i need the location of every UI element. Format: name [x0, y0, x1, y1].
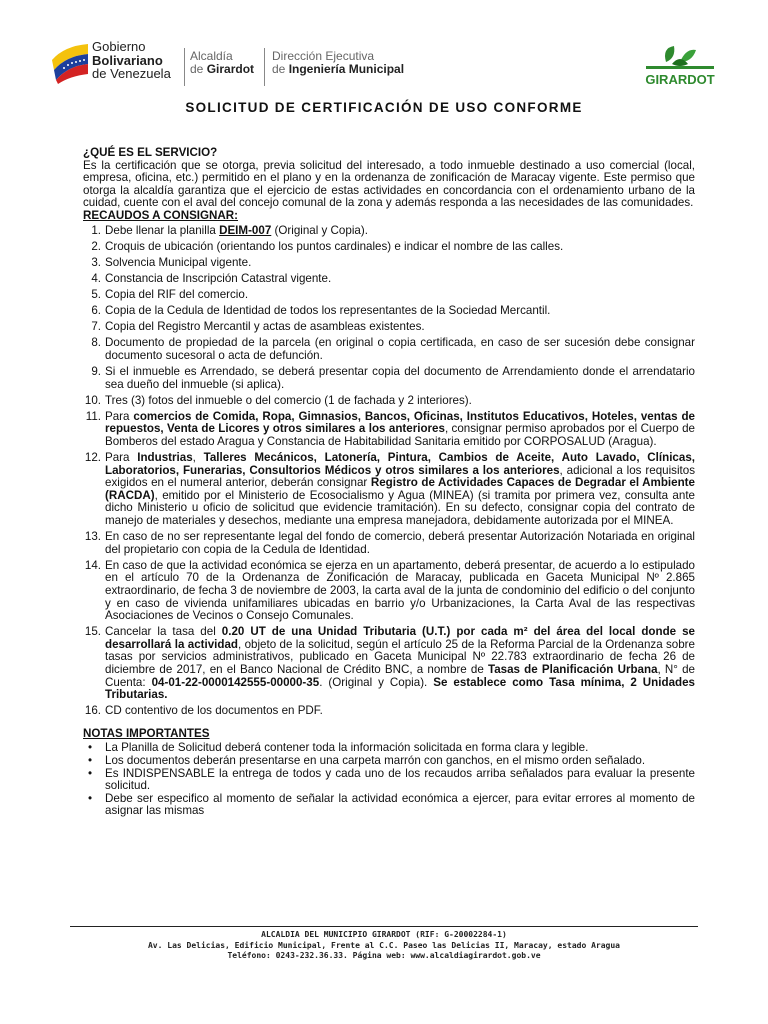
- footer-line-3: Teléfono: 0243-232.36.33. Página web: www.alcaldiagirardot.gob.ve: [227, 951, 541, 960]
- recaudo-item: [83, 560, 695, 623]
- recaudo-number: 14.: [84, 558, 101, 572]
- alcaldia-name: [190, 50, 254, 76]
- note-text: Es INDISPENSABLE la entrega de todos y cada uno de los recaudos arriba señalados para evaluar la presente solicitud.: [105, 766, 695, 793]
- header-divider: [264, 48, 265, 86]
- recaudo-item: [83, 626, 695, 702]
- recaudo-bold-text: 04-01-22-0000142555-00000-35: [151, 675, 320, 689]
- recaudo-text: Para: [105, 450, 138, 464]
- recaudo-text: , adicional a los requisitos exigidos en el numeral anterior, deberán consignar: [105, 463, 695, 490]
- note-item: [83, 768, 695, 793]
- document-body: [83, 147, 695, 818]
- recaudos-list: [83, 225, 695, 718]
- recaudo-bold-text: Registro de Actividades Capaces de Degradar el Ambiente (RACDA): [105, 476, 695, 502]
- recaudos-heading: RECAUDOS A CONSIGNAR:: [83, 208, 239, 222]
- recaudo-item: [83, 273, 695, 286]
- recaudo-text: Croquis de ubicación (orientando los puntos cardinales) e indicar el nombre de las calles.: [105, 239, 564, 253]
- recaudo-bold-text: 0.20 UT de una Unidad Tributaria (U.T.) por cada m² del área del local donde se desarrollará la actividad: [105, 625, 695, 651]
- recaudo-number: 5.: [91, 287, 101, 301]
- recaudo-number: 3.: [91, 255, 101, 269]
- note-item: [83, 793, 695, 818]
- recaudo-bold-text: Industrias: [137, 450, 193, 464]
- recaudo-item: [83, 241, 695, 254]
- government-name: [92, 40, 171, 81]
- footer-line-1: ALCALDIA DEL MUNICIPIO GIRARDOT (RIF: G-20002284-1): [261, 930, 507, 939]
- recaudo-text: , objeto de la solicitud, según el artículo 25 de la Reforma Parcial de la Ordenanza sobre tasas por servicios administrativos, publicado en Gaceta Municipal Nº 22.783 extraordinario de fecha 26 de diciembre de 2017, en el Banco Nacional de Crédito BNC, a nombre de: [105, 637, 695, 676]
- page-footer: [0, 930, 768, 962]
- recaudo-text: Constancia de Inscripción Catastral vigente.: [105, 271, 332, 285]
- gov-line-2: Bolivariano: [92, 52, 163, 68]
- recaudo-text: Copia del Registro Mercantil y actas de asambleas existentes.: [105, 320, 425, 334]
- recaudo-item: [83, 395, 695, 408]
- bullet-icon: •: [87, 791, 93, 805]
- recaudo-item: [83, 225, 695, 238]
- bullet-icon: •: [87, 766, 93, 780]
- note-text: Los documentos deberán presentarse en una carpeta marrón con ganchos, en el mismo orden señalado.: [105, 754, 646, 768]
- recaudo-item: [83, 531, 695, 556]
- recaudo-number: 16.: [84, 704, 101, 718]
- recaudo-number: 12.: [84, 450, 101, 464]
- recaudo-text: ,: [192, 450, 204, 464]
- alcaldia-line-1: Alcaldía: [190, 49, 233, 63]
- page-header: [50, 30, 718, 98]
- recaudo-bold-text: Tasas de Planificación Urbana: [487, 662, 658, 676]
- recaudo-text: , N° de Cuenta:: [105, 662, 695, 689]
- recaudo-number: 1.: [91, 223, 101, 237]
- recaudo-text: Copia del RIF del comercio.: [105, 287, 249, 301]
- notes-heading: NOTAS IMPORTANTES: [83, 726, 210, 740]
- recaudo-number: 9.: [91, 364, 101, 378]
- recaudo-text: Documento de propiedad de la parcela (en original o copia certificada, en caso de ser sucesión debe consignar documento sucesoral o acta de defunción.: [105, 336, 695, 362]
- recaudo-text: Si el inmueble es Arrendado, se deberá presentar copia del documento de Arrendamiento donde el arrendatario sea dueño del inmueble (si aplica).: [105, 364, 695, 391]
- recaudo-text: Solvencia Municipal vigente.: [105, 255, 252, 269]
- recaudo-item: [83, 305, 695, 318]
- recaudo-text: Tres (3) fotos del inmueble o del comercio (1 de fachada y 2 interiores).: [105, 393, 472, 407]
- recaudo-bold-text: comercios de Comida, Ropa, Gimnasios, Bancos, Oficinas, Institutos Educativos, Hoteles, ventas de repuestos, Venta de Licores y otros similares a los anteriores: [105, 409, 695, 436]
- recaudo-item: [83, 452, 695, 528]
- recaudo-number: 8.: [91, 336, 101, 350]
- recaudo-number: 2.: [91, 239, 101, 253]
- recaudo-number: 11.: [85, 409, 101, 423]
- direccion-line-2: Ingeniería Municipal: [288, 62, 405, 76]
- direccion-name: [272, 50, 404, 76]
- form-code: DEIM-007: [219, 223, 272, 237]
- recaudo-text: CD contentivo de los documentos en PDF.: [105, 704, 323, 718]
- recaudo-text: Copia de la Cedula de Identidad de todos los representantes de la Sociedad Mercantil.: [105, 304, 551, 318]
- recaudo-number: 13.: [84, 530, 101, 544]
- recaudo-number: 15.: [84, 625, 101, 639]
- recaudo-text: , consignar permiso aprobados por el Cuerpo de Bomberos del estado Aragua y Constancia de Habitabilidad Sanitaria emitido por CORPOSALUD (Aragua).: [105, 422, 695, 448]
- venezuela-flag-icon: [50, 40, 90, 84]
- service-description: Es la certificación que se otorga, previa solicitud del interesado, a todo inmueble destinado a uso comercial (local, empresa, oficina, etc.) permitido en el plano y en la ordenanza de zonificación de Maracay vigente. Este permiso que otorga la alcaldía garantiza que el ejercicio de estas actividades en concordancia con el ordenamiento urbano de la cuidad, cuente con el aval del concejo comunal de la zona y además responda a las necesidades de las comunidades.: [83, 158, 695, 210]
- recaudo-item: [83, 257, 695, 270]
- notes-list: [83, 742, 695, 818]
- recaudo-item: [83, 321, 695, 334]
- recaudo-text: Debe llenar la planilla: [105, 223, 220, 237]
- recaudo-item: [83, 411, 695, 449]
- footer-line-2: Av. Las Delicias, Edificio Municipal, Frente al C.C. Paseo las Delicias II, Maracay, estado Aragua: [147, 940, 620, 950]
- recaudo-bold-text: Talleres Mecánicos, Latonería, Pintura, Cambios de Aceite, Auto Lavado, Clínicas, Laboratorios, Funerarias, Consultorios Médicos y otros similares a los anteriores: [105, 450, 695, 477]
- header-divider: [184, 48, 185, 86]
- note-text: La Planilla de Solicitud deberá contener toda la información solicitada en forma clara y legible.: [105, 741, 589, 755]
- recaudo-number: 6.: [91, 304, 101, 318]
- girardot-logo-text: GIRARDOT: [645, 72, 715, 87]
- alcaldia-line-2: Girardot: [206, 62, 255, 76]
- footer-divider: [70, 926, 698, 927]
- bullet-icon: •: [87, 754, 93, 768]
- recaudo-number: 4.: [91, 271, 101, 285]
- service-heading: ¿QUÉ ES EL SERVICIO?: [83, 146, 218, 159]
- recaudo-number: 7.: [91, 320, 101, 334]
- page-title: SOLICITUD DE CERTIFICACIÓN DE USO CONFORME: [185, 100, 583, 115]
- recaudo-text: En caso de que la actividad económica se ejerza en un apartamento, deberá presentar, de acuerdo a lo estipulado en el artículo 70 de la Ordenanza de Zonificación de Maracay, publicada en Gaceta Municipal Nº 2.865 extraordinario, de fecha 3 de noviembre de 2003, la carta aval de la junta de condominio del edificio o del conjunto y en caso de vivienda unifamiliares ubicadas en barrio y/o Urbanizaciones, la Carta Aval de las respectivas Asociaciones de Vecinos o Consejo Comunales.: [105, 558, 695, 623]
- gov-line-1: Gobierno: [92, 39, 146, 54]
- recaudo-text: , emitido por el Ministerio de Ecosocialismo y Agua (MINEA) (si tramita por primera vez, consulta ante dicho Ministerio u oficio de solicitud que evidencie tramitación). En su defecto, consignar copia del contrato de manejo de materiales y desechos, mediante una empresa manejadora, debidamente autorizada por el MINEA.: [105, 488, 695, 527]
- alcaldia-prefix: de: [190, 62, 207, 76]
- girardot-logo-icon: [642, 42, 718, 92]
- recaudo-number: 10.: [84, 393, 101, 407]
- direccion-prefix: de: [272, 62, 289, 76]
- recaudo-text: (Original y Copia).: [271, 223, 368, 237]
- recaudo-text: Para: [105, 409, 134, 423]
- recaudo-bold-text: Se establece como Tasa mínima, 2 Unidades Tributarias.: [105, 675, 695, 702]
- recaudo-text: Cancelar la tasa del: [105, 625, 222, 639]
- bullet-icon: •: [87, 741, 93, 755]
- gov-line-3: de Venezuela: [92, 66, 171, 81]
- recaudo-item: [83, 289, 695, 302]
- recaudo-item: [83, 337, 695, 362]
- direccion-line-1: Dirección Ejecutiva: [272, 49, 375, 63]
- note-text: Debe ser especifico al momento de señalar la actividad económica a ejercer, para evitar errores al momento de asignar las mismas: [105, 791, 695, 818]
- recaudo-item: [83, 705, 695, 718]
- recaudo-item: [83, 366, 695, 391]
- recaudo-text: En caso de no ser representante legal del fondo de comercio, deberá presentar Autorización Notariada en original del propietario con copia de la Cedula de Identidad.: [105, 530, 695, 556]
- recaudo-text: . (Original y Copia).: [319, 675, 434, 689]
